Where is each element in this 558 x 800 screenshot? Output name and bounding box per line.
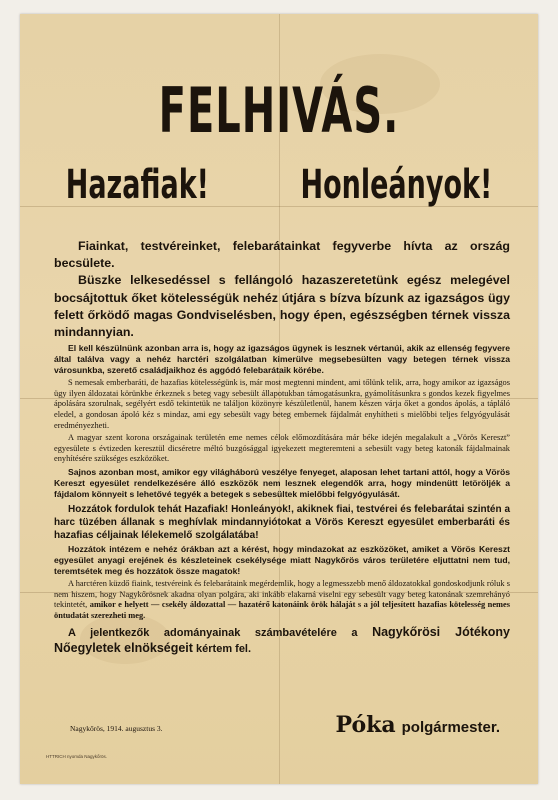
poster-title: FELHIVÁS. xyxy=(158,76,400,148)
paragraph-9 xyxy=(54,579,510,621)
paragraph-10-part-c: kértem fel. xyxy=(196,643,252,656)
signature-title: polgármester. xyxy=(401,719,500,736)
poster-body xyxy=(54,238,510,657)
paragraph-2: Büszke lelkesedéssel s fellángoló hazaszeretetünk egész melegével bocsájtottuk őket kötelességük nehéz útjára s bízva bízunk az igazságos ügy felett őrködő magas Gondviselésben, hogy épen, egészségben térnek vissza mindannyian. xyxy=(54,273,510,340)
printer-imprint: HTTRICH nyomda Nagykőrös. xyxy=(46,754,108,759)
subtitle-honleanyok: Honleányok! xyxy=(300,162,493,209)
paragraph-10 xyxy=(54,625,510,657)
subtitle-hazafiak: Hazafiak! xyxy=(65,162,209,209)
signature xyxy=(336,712,501,738)
poster xyxy=(20,14,538,784)
dateline: Nagykőrös, 1914. augusztus 3. xyxy=(70,724,163,733)
paragraph-6: Sajnos azonban most, amikor egy világháború veszélye fenyeget, alaposan lehet tartani attól, hogy a Vörös Kereszt egyesület rendelkezésére álló eszközök nem lesznek elegendők arra, hogy mindenütt letöröljék a fájdalom könnyeit s lehetővé tegyék a betegek s sebesültek mielőbbi felgyógyulását. xyxy=(54,466,510,499)
paragraph-5: A magyar szent korona országainak területén eme nemes célok előmozdítására már béke idején megalakult a „Vörös Kereszt” egyesülete s évtizeden keresztül dicséretre méltó buzgósággal igyekezett megteremteni a sebesült vagy beteg katonák fájdalmainak enyhítésére szükséges eszközöket. xyxy=(54,433,510,464)
paragraph-10-part-a: A jelentkezők adományainak számbavételére a xyxy=(68,627,358,640)
paragraph-10-organisation: Nagykőrösi Jótékony Nőegyletek elnökségeit xyxy=(54,625,510,656)
paragraph-9-part-a: A harctéren küzdő fiaink, testvéreink és felebarátaink megérdemlik, hogy a legmesszebb menő áldozatokkal gondoskodjunk róluk s nem hiszem, hogy Nagykőrösnek akadna olyan polgára, aki inkább elakarná viselni egy sebesült vagy beteg katonának szemrehányó tekintetét, xyxy=(54,578,510,610)
paragraph-8: Hozzátok intézem e nehéz órákban azt a kérést, hogy mindazokat az eszközöket, amiket a Vörös Kereszt egyesület anyagi erejének és készleteinek csekélysége miatt Nagykőrös város területére eljuttatni nem tud, teremtsétek meg és hozzátok össze magatok! xyxy=(54,543,510,576)
poster-subtitle xyxy=(20,162,538,209)
signature-name: Póka xyxy=(335,712,396,738)
paragraph-4: S nemesak emberbaráti, de hazafias kötelességünk is, már most megtenni mindent, ami tőlünk telik, arra, hogy amikor az igazságos ügy ilyen áldozatai körünkbe érkeznek s beteg vagy sebesült állapotukban támogatásunkra, gyámolításunkra s gondos kezek figyelmes ápolására szorulnak, segélyért esdő tekintetük ne találjon közönyre készületlenül, hanem készen várja őket a gondos ápolás, a tápláló eledel, a gondosan ápoló kéz s mindaz, ami egy sebesült vagy beteg embernek fájdalmát enyhítheti s mielőbbi teljes felgyógyulását eredményezheti. xyxy=(54,378,510,430)
paragraph-7: Hozzátok fordulok tehát Hazafiak! Honleányok!, akiknek fiai, testvérei és felebarátai szintén a harc tüzében állanak s meghívlak mindannyiótokat a Vörös Kereszt egyesület emberbaráti és hazafias céljainak lélekemelő szolgálatába! xyxy=(54,503,510,541)
paragraph-1: Fiainkat, testvéreinket, felebarátainkat fegyverbe hívta az ország becsülete. xyxy=(54,239,510,271)
paragraph-9-part-b: amikor e helyett — csekély áldozattal — hazatérő katonáink örök hálaját s a jól teljesített hazafias kötelesség nemes öntudatát szerezheti meg. xyxy=(54,600,510,620)
paragraph-3: El kell készülnünk azonban arra is, hogy az igazságos ügynek is lesznek vértanúi, akik az ellenség fegyvere által találva vagy a nehéz harctéri szolgálatban kimerülve megsebesülten vagy betegen térnek vissza városunkba, szerető családjaikhoz és aggódó felebarátaik körébe. xyxy=(54,343,510,376)
